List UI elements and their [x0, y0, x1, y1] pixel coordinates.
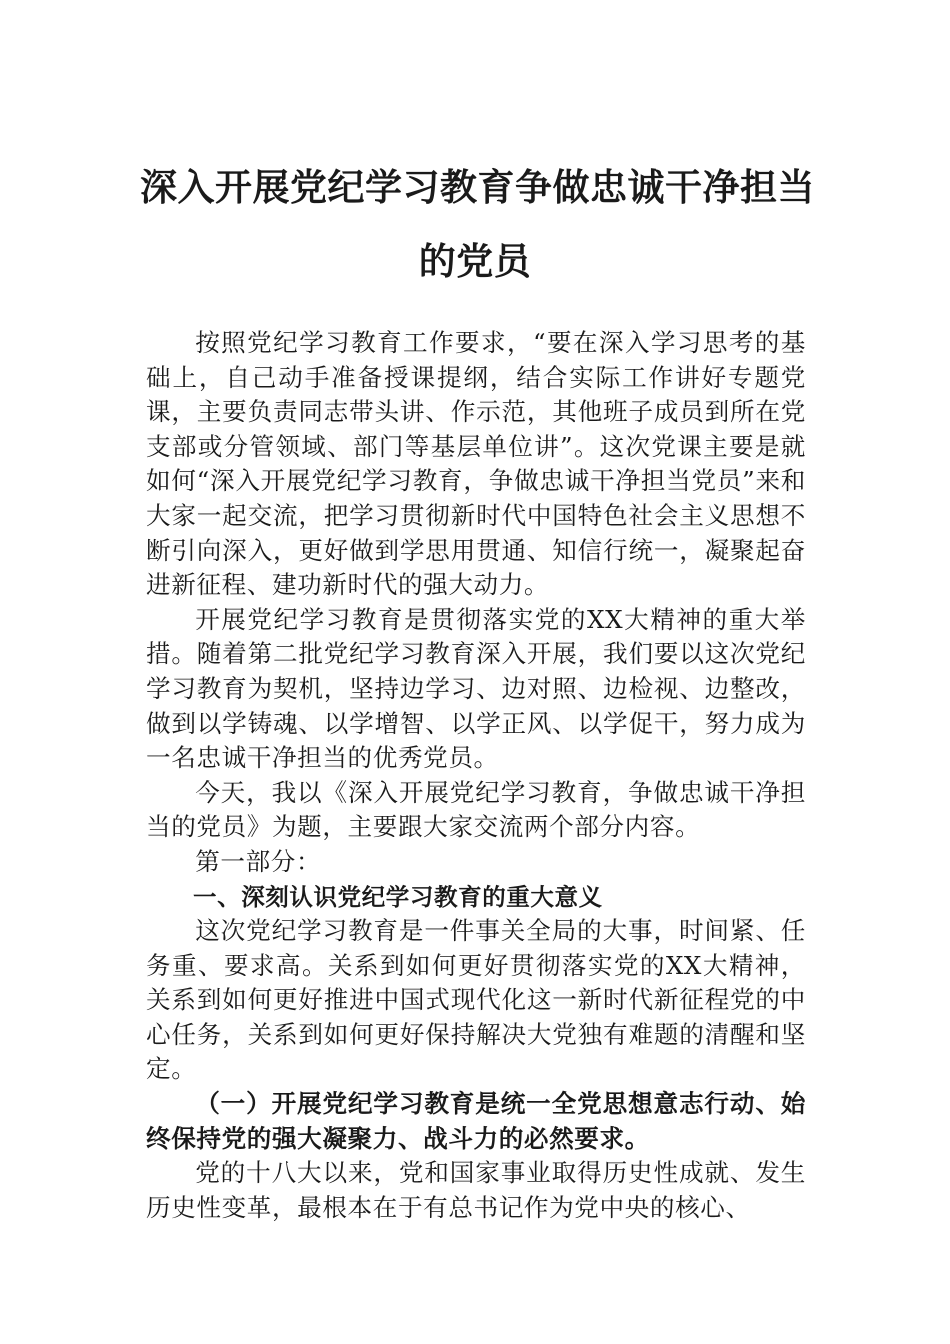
- subsection-heading: （一）开展党纪学习教育是统一全党思想意志行动、始终保持党的强大凝聚力、战斗力的必然要求。: [146, 1089, 806, 1153]
- document-body: [146, 326, 806, 1225]
- document-title: [140, 150, 815, 298]
- part-label: 第一部分：: [195, 846, 322, 876]
- paragraph-history: 党的十八大以来，党和国家事业取得历史性成就、发生历史性变革，最根本在于有总书记作为党中央的核心、: [146, 1158, 806, 1222]
- paragraph-topic: 今天，我以《深入开展党纪学习教育，争做忠诚干净担当的党员》为题，主要跟大家交流两个部分内容。: [146, 777, 806, 842]
- title-line-2: 的党员: [418, 239, 532, 283]
- paragraph-section-intro: 这次党纪学习教育是一件事关全局的大事，时间紧、任务重、要求高。关系到如何更好贯彻落实党的XX大精神，关系到如何更好推进中国式现代化这一新时代新征程党的中心任务，关系到如何更好保持解决大党独有难题的清醒和坚定。: [146, 916, 806, 1084]
- title-line-1: 深入开展党纪学习教育争做忠诚干净担当: [140, 165, 815, 209]
- paragraph-intro: 按照党纪学习教育工作要求，“要在深入学习思考的基础上，自己动手准备授课提纲，结合实际工作讲好专题党课，主要负责同志带头讲、作示范，其他班子成员到所在党支部或分管领域、部门等基层单位讲”。这次党课主要是就如何“深入开展党纪学习教育，争做忠诚干净担当党员”来和大家一起交流，把学习贯彻新时代中国特色社会主义思想不断引向深入，更好做到学思用贯通、知信行统一，凝聚起奋进新征程、建功新时代的强大动力。: [146, 328, 806, 600]
- section-heading: 一、深刻认识党纪学习教育的重大意义: [193, 882, 603, 911]
- paragraph-significance: 开展党纪学习教育是贯彻落实党的XX大精神的重大举措。随着第二批党纪学习教育深入开展，我们要以这次党纪学习教育为契机，坚持边学习、边对照、边检视、边整改，做到以学铸魂、以学增智、以学正风、以学促干，努力成为一名忠诚干净担当的优秀党员。: [146, 604, 806, 773]
